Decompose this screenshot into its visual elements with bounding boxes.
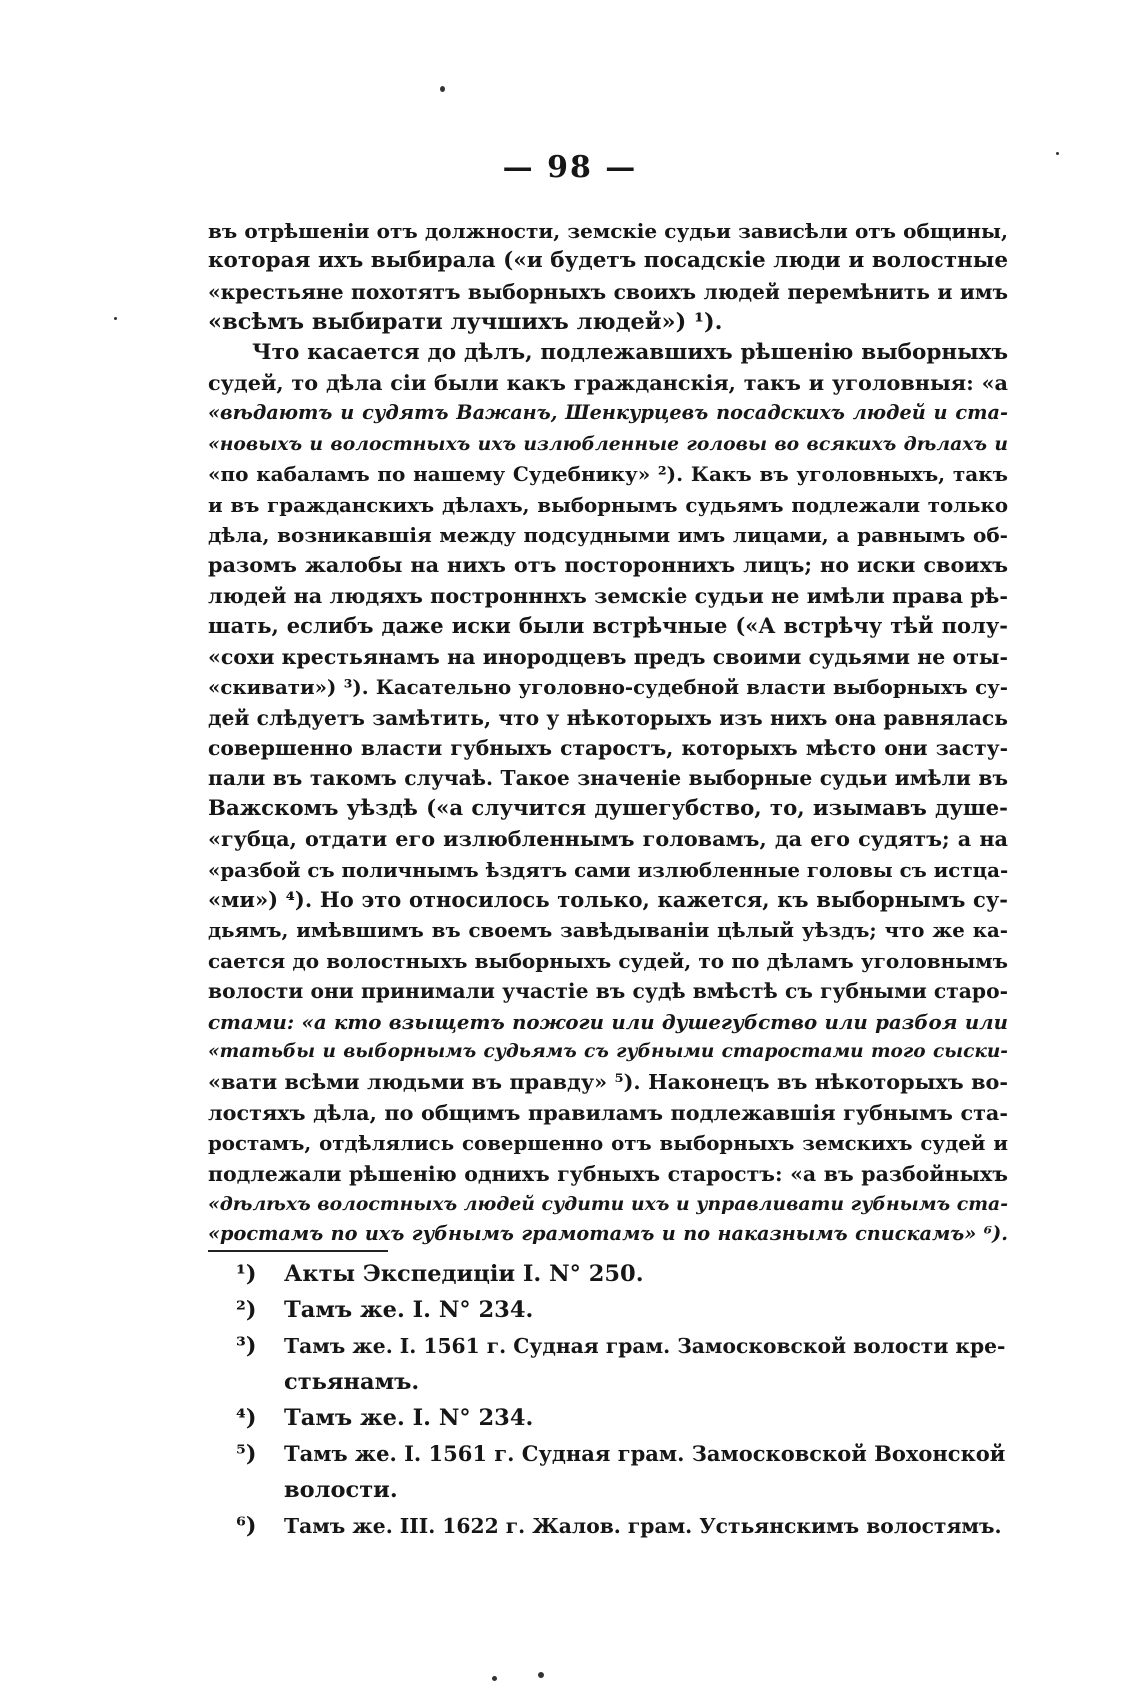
print-speck bbox=[538, 1672, 544, 1678]
text-line: шать, еслибъ даже иски были встрѣчные («А встрѣчу тѣй полу- bbox=[208, 613, 1008, 639]
text-line: «дѣлѣхъ волостныхъ людей судити ихъ и управливати губнымъ ста- bbox=[208, 1193, 1008, 1215]
text-line: «ростамъ по ихъ губнымъ грамотамъ и по наказнымъ спискамъ» ⁶). bbox=[208, 1222, 1008, 1246]
footnotes bbox=[236, 1256, 1008, 1544]
print-speck bbox=[492, 1676, 497, 1681]
text-line: «татьбы и выборнымъ судьямъ съ губными старостами того сыски- bbox=[208, 1040, 1008, 1062]
text-line: судей, то дѣла сіи были какъ гражданскія, такъ и уголовныя: «а bbox=[208, 371, 1008, 396]
text-line: ростамъ, отдѣлялись совершенно отъ выборныхъ земскихъ судей и bbox=[208, 1131, 1008, 1156]
text-line: которая ихъ выбирала («и будетъ посадскіе люди и волостные bbox=[208, 248, 1008, 274]
footnote bbox=[236, 1436, 1008, 1508]
footnote-mark: ²) bbox=[236, 1297, 257, 1323]
text-line: пали въ такомъ случаѣ. Такое значеніе выборные судьи имѣли въ bbox=[208, 766, 1008, 791]
text-line: «разбой съ поличнымъ ѣздятъ сами излюбленные головы съ истца- bbox=[208, 857, 1008, 882]
print-speck bbox=[440, 86, 445, 92]
text-line: «крестьяне похотятъ выборныхъ своихъ людей перемѣнить и имъ bbox=[208, 279, 1008, 304]
text-line: «губца, отдати его излюбленнымъ головамъ, да его судятъ; а на bbox=[208, 827, 1008, 852]
footnote bbox=[236, 1256, 1008, 1292]
footnote-text: Тамъ же. III. 1622 г. Жалов. грам. Устьянскимъ волостямъ. bbox=[284, 1514, 1002, 1538]
footnote-text: Акты Экспедиціи I. N° 250. bbox=[284, 1261, 644, 1287]
print-speck bbox=[114, 317, 117, 320]
text-line: разомъ жалобы на нихъ отъ постороннихъ лицъ; но иски своихъ bbox=[208, 553, 1008, 578]
text-line: и въ гражданскихъ дѣлахъ, выборнымъ судьямъ подлежали только bbox=[208, 492, 1008, 517]
text-line: «по кабаламъ по нашему Судебнику» ²). Какъ въ уголовныхъ, такъ bbox=[208, 462, 1008, 487]
text-line: «всѣмъ выбирати лучшихъ людей») ¹). bbox=[208, 309, 723, 336]
footnote-text: Тамъ же. I. N° 234. bbox=[284, 1297, 534, 1323]
text-line: «ми») ⁴). Но это относилось только, кажется, къ выборнымъ су- bbox=[208, 886, 1008, 912]
footnote-text: Тамъ же. I. 1561 г. Судная грам. Замосковской Вохонской bbox=[284, 1441, 1006, 1466]
text-line: людей на людяхъ постронннхъ земскіе судьи не имѣли права рѣ- bbox=[208, 583, 1008, 608]
footnote bbox=[236, 1508, 1008, 1544]
text-line: «новыхъ и волостныхъ ихъ излюбленные головы во всякихъ дѣлахъ и bbox=[208, 432, 1008, 455]
footnote-mark: ³) bbox=[236, 1333, 257, 1359]
footnote-text: волости. bbox=[284, 1477, 398, 1503]
page-number: — 98 — bbox=[502, 150, 638, 185]
text-line: Что касается до дѣлъ, подлежавшихъ рѣшенію выборныхъ bbox=[252, 339, 1008, 365]
footnote bbox=[236, 1292, 1008, 1328]
text-line: «вѣдаютъ и судятъ Важанъ, Шенкурцевъ посадскихъ людей и ста- bbox=[208, 401, 1008, 425]
text-line: волости они принимали участіе въ судѣ вмѣстѣ съ губными старо- bbox=[208, 979, 1008, 1004]
main-text bbox=[208, 216, 1008, 1250]
text-line: дѣла, возникавшія между подсудными имъ лицами, а равнымъ об- bbox=[208, 523, 1008, 548]
footnote-text: Тамъ же. I. 1561 г. Судная грам. Замосковской волости кре- bbox=[284, 1334, 1006, 1358]
footnote-mark: ⁴) bbox=[236, 1405, 257, 1431]
text-line: дей слѣдуетъ замѣтить, что у нѣкоторыхъ изъ нихъ она равнялась bbox=[208, 705, 1008, 730]
text-line: въ отрѣшеніи отъ должности, земскіе судьи зависѣли отъ общины, bbox=[208, 219, 1008, 243]
text-line: лостяхъ дѣла, по общимъ правиламъ подлежавшія губнымъ ста- bbox=[208, 1100, 1008, 1125]
text-line: «вати всѣми людьми въ правду» ⁵). Наконецъ въ нѣкоторыхъ во- bbox=[208, 1070, 1008, 1095]
footnote bbox=[236, 1400, 1008, 1436]
footnote-text: Тамъ же. I. N° 234. bbox=[284, 1405, 534, 1431]
footnote bbox=[236, 1328, 1008, 1400]
footnote-separator bbox=[208, 1250, 388, 1252]
footnote-mark: ⁶) bbox=[236, 1513, 257, 1539]
footnote-text: стьянамъ. bbox=[284, 1369, 420, 1395]
text-line: сается до волостныхъ выборныхъ судей, то по дѣламъ уголовнымъ bbox=[208, 948, 1008, 973]
footnote-mark: ⁵) bbox=[236, 1441, 257, 1467]
footnote-mark: ¹) bbox=[236, 1261, 257, 1287]
text-line: «сохи крестьянамъ на инородцевъ предъ своими судьями не оты- bbox=[208, 644, 1008, 669]
text-line: дьямъ, имѣвшимъ въ своемъ завѣдываніи цѣлый уѣздъ; что же ка- bbox=[208, 918, 1008, 943]
text-line: стами: «а кто взыщетъ пожоги или душегубство или разбоя или bbox=[208, 1009, 1008, 1034]
text-line: Важскомъ уѣздѣ («а случится душегубство, то, изымавъ душе- bbox=[208, 795, 1008, 821]
print-speck bbox=[1056, 152, 1059, 155]
text-line: «скивати») ³). Касательно уголовно-судебной власти выборныхъ су- bbox=[208, 675, 1008, 700]
text-line: совершенно власти губныхъ старостъ, которыхъ мѣсто они засту- bbox=[208, 735, 1008, 760]
text-line: подлежали рѣшенію однихъ губныхъ старостъ: «а въ разбойныхъ bbox=[208, 1161, 1008, 1186]
